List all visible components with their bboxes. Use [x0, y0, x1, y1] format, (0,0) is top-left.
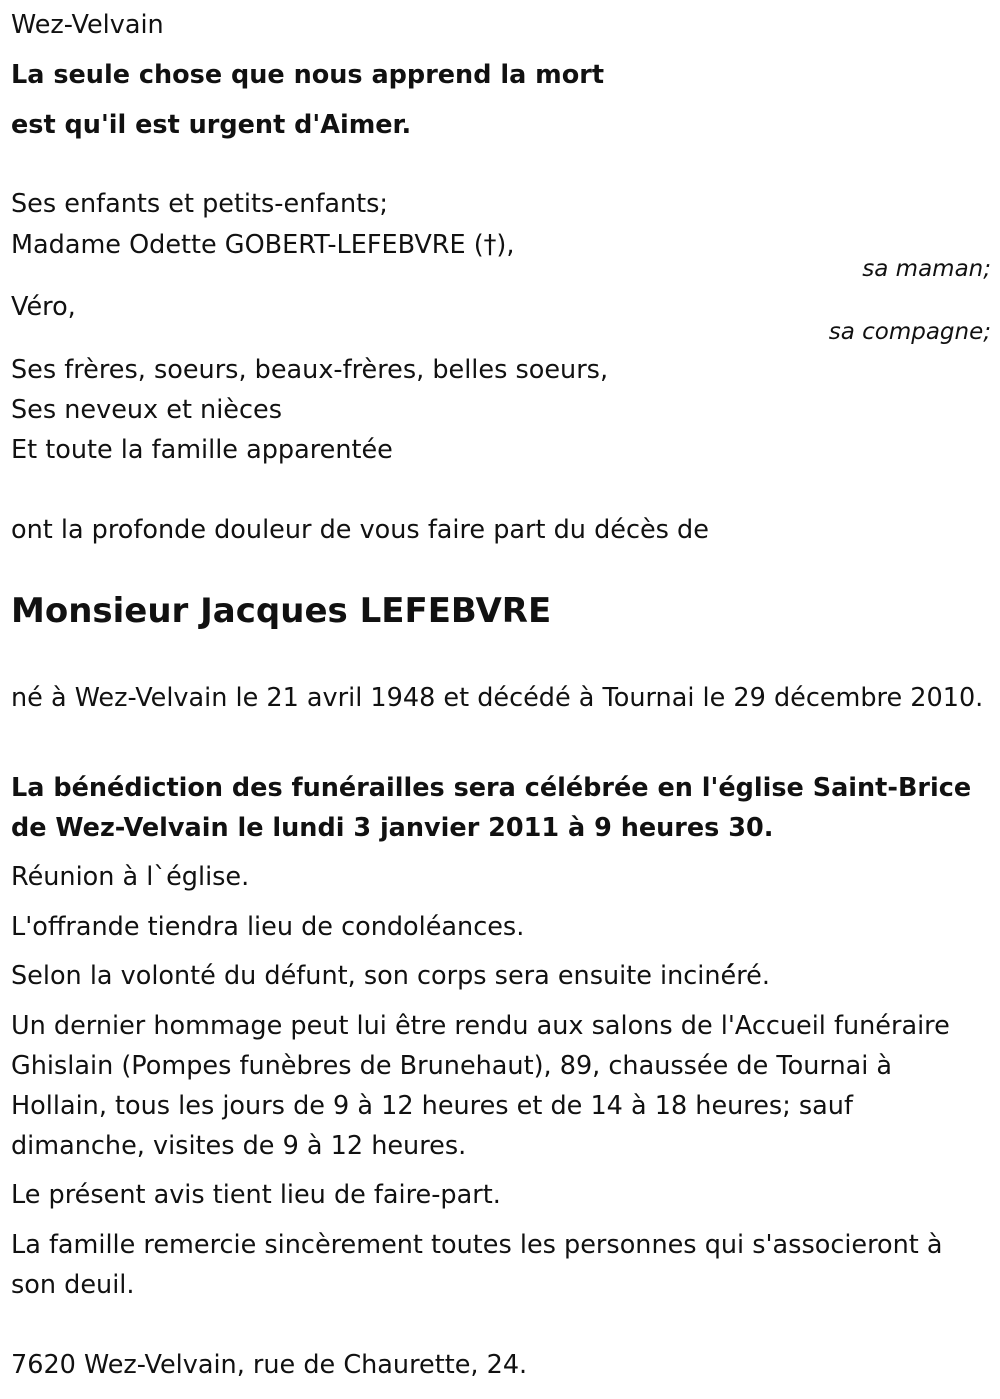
birth-death-text: né à Wez-Velvain le 21 avril 1948 et décédé à Tournai le 29 décembre 2010. — [11, 683, 984, 713]
tribute-text: Un dernier hommage peut lui être rendu aux salons de l'Accueil funéraire Ghislain (Pompes funèbres de Brunehaut), 89, chaussée de Tournai à Hollain, tous les jours de 9 à 12 heures et de 14 à 18 heures; sauf dimanche, visites de 9 à 12 heures. — [11, 1011, 950, 1161]
family-mother: Madame Odette GOBERT-LEFEBVRE (†), — [11, 230, 515, 260]
place-heading: Wez-Velvain — [11, 10, 164, 40]
thanks-text: La famille remercie sincèrement toutes les personnes qui s'associeront à son deuil. — [11, 1230, 943, 1300]
announcement-text: ont la profonde douleur de vous faire part du décès de — [11, 515, 709, 545]
family-relatives: Et toute la famille apparentée — [11, 435, 393, 465]
partner-role: sa compagne; — [828, 319, 991, 345]
cremation-text: Selon la volonté du défunt, son corps sera ensuite inciné́ré. — [11, 961, 770, 991]
notice-text: Le présent avis tient lieu de faire-part. — [11, 1180, 501, 1210]
quote-line-1: La seule chose que nous apprend la mort — [11, 60, 605, 90]
offering-text: L'offrande tiendra lieu de condoléances. — [11, 912, 525, 942]
family-children: Ses enfants et petits-enfants; — [11, 189, 388, 219]
family-partner: Véro, — [11, 292, 76, 322]
address-text: 7620 Wez-Velvain, rue de Chaurette, 24. — [11, 1350, 528, 1380]
family-nephews: Ses neveux et nièces — [11, 395, 282, 425]
family-siblings: Ses frères, soeurs, beaux-frères, belles soeurs, — [11, 355, 609, 385]
mother-role: sa maman; — [862, 256, 991, 282]
meeting-text: Réunion à l`église. — [11, 862, 250, 892]
deceased-name: Monsieur Jacques LEFEBVRE — [11, 591, 552, 631]
quote-line-2: est qu'il est urgent d'Aimer. — [11, 110, 412, 140]
funeral-text: La bénédiction des funérailles sera célébrée en l'église Saint-Brice de Wez-Velvain le lundi 3 janvier 2011 à 9 heures 30. — [11, 773, 972, 843]
